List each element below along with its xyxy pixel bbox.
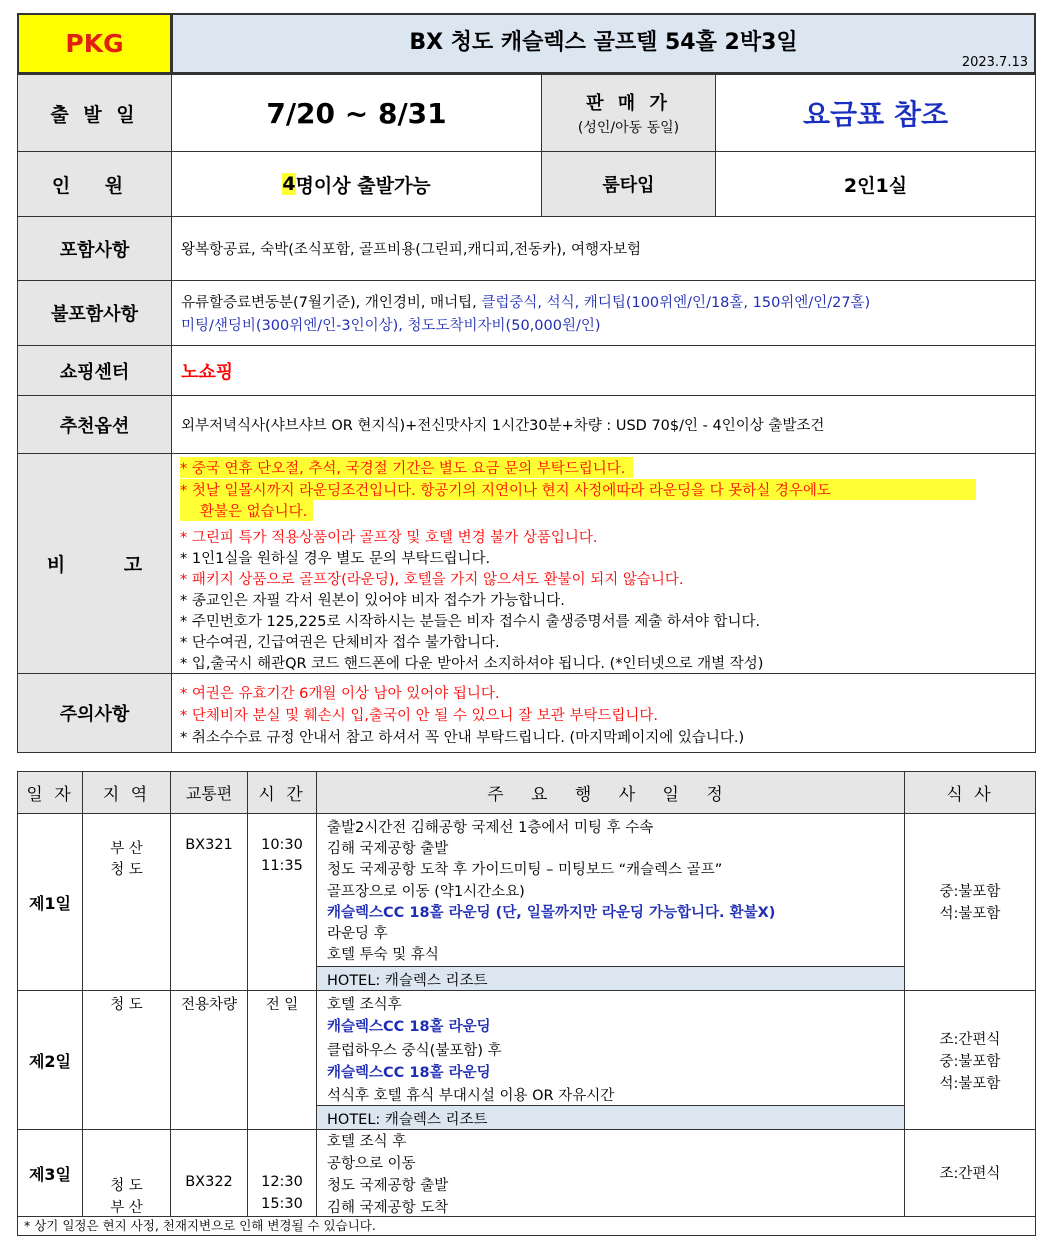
schedule-header-time: 시 간 [247, 771, 317, 814]
price-value: 요금표 참조 [715, 74, 1036, 152]
schedule-footnote: * 상기 일정은 현지 사정, 천재지변으로 인해 변경될 수 있습니다. [17, 1216, 1036, 1236]
day1-region-from: 부 산 [110, 841, 143, 857]
day2-item-5: 석식후 호텔 휴식 부대시설 이용 OR 자유시간 [327, 1088, 615, 1104]
price-label: 판 매 가 [586, 93, 671, 114]
remark-1: * 중국 연휴 단오절, 추석, 국경절 기간은 별도 요금 문의 부탁드립니다. [180, 457, 633, 478]
day1-time-arrive: 11:35 [261, 858, 303, 874]
include-label: 포함사항 [17, 216, 172, 281]
day3-item-1: 호텔 조식 후 [327, 1134, 407, 1150]
day1-region-to: 청 도 [110, 862, 143, 878]
caution-3: * 취소수수료 규정 안내서 참고 하셔서 꼭 안내 부탁드립니다. (마지막페이지에 있습니다.) [180, 730, 745, 746]
page-title: BX 청도 캐슬렉스 골프텔 54홀 2박3일 [409, 30, 798, 55]
caution-1: * 여권은 유효기간 6개월 이상 남아 있어야 됩니다. [180, 686, 500, 702]
day1-item-3: 청도 국제공항 도착 후 가이드미팅 – 미팅보드 “캐슬렉스 골프” [327, 862, 723, 878]
day3-meal-1: 조:간편식 [939, 1166, 1001, 1182]
day3-region-to: 부 산 [110, 1200, 143, 1216]
day3-item-3: 청도 국제공항 출발 [327, 1178, 449, 1194]
day2-label: 제2일 [17, 990, 83, 1130]
day2-item-3: 클럽하우스 중식(불포함) 후 [327, 1043, 502, 1059]
day2-itinerary [316, 990, 905, 1130]
day3-meals [904, 1129, 1036, 1217]
room-label: 룸타입 [541, 151, 716, 217]
day2-hotel-text: HOTEL: 캐슬렉스 리조트 [327, 1112, 488, 1128]
day1-item-1: 출발2시간전 김해공항 국제선 1층에서 미팅 후 수속 [327, 820, 654, 836]
day2-region [82, 990, 171, 1130]
people-number: 4 [282, 173, 296, 195]
shopping-label: 쇼핑센터 [17, 345, 172, 396]
day2-item-2: 캐슬렉스CC 18홀 라운딩 [327, 1019, 491, 1035]
day2-region-name: 청 도 [110, 997, 143, 1013]
day3-flight: BX322 [185, 1174, 233, 1190]
day1-item-2: 김해 국제공항 출발 [327, 841, 449, 857]
schedule-header-meals: 식 사 [904, 771, 1036, 814]
remark-2: * 첫날 일몰시까지 라운딩조건입니다. 항공기의 지연이나 현지 사정에따라 라운딩을 다 못하실 경우에도 [180, 479, 976, 500]
exclude-line-1a: 유류할증료변동분(7월기준), 개인경비, 매너팁, [181, 295, 482, 311]
day1-transport [170, 813, 248, 991]
day2-meal-2: 중:불포함 [939, 1054, 1001, 1070]
day1-label: 제1일 [17, 813, 83, 991]
remark-5: * 패키지 상품으로 골프장(라운딩), 호텔을 가지 않으셔도 환불이 되지 않습니다. [180, 572, 684, 588]
remark-6: * 종교인은 자필 각서 원본이 있어야 비자 접수가 가능합니다. [180, 593, 565, 609]
depart-label: 출 발 일 [17, 74, 172, 152]
day2-transport [170, 990, 248, 1130]
day1-meal-1: 중:불포함 [939, 884, 1001, 900]
day1-time [247, 813, 317, 991]
caution-label: 주의사항 [17, 673, 172, 753]
price-label-cell [541, 74, 716, 152]
remark-2-cont: 환불은 없습니다. [180, 500, 313, 521]
day1-item-4: 골프장으로 이동 (약1시간소요) [327, 884, 525, 900]
day2-time [247, 990, 317, 1130]
day3-time-arrive: 15:30 [261, 1196, 303, 1212]
people-value: 명이상 출발가능 [295, 174, 431, 197]
caution-cell [171, 673, 1036, 753]
option-label: 추천옵션 [17, 395, 172, 454]
exclude-cell [171, 280, 1036, 346]
price-sub: (성인/아동 동일) [577, 120, 680, 136]
remark-4: * 1인1실을 원하실 경우 별도 문의 부탁드립니다. [180, 551, 491, 567]
include-value: 왕복항공료, 숙박(조식포함, 골프비용(그린피,캐디피,전동카), 여행자보험 [171, 216, 1036, 281]
remark-9: * 입,출국시 해관QR 코드 핸드폰에 다운 받아서 소지하셔야 됩니다. (*인터넷으로 개별 작성) [180, 656, 764, 672]
day1-region [82, 813, 171, 991]
day1-time-depart: 10:30 [261, 837, 303, 853]
day1-meal-2: 석:불포함 [939, 906, 1001, 922]
schedule-header-day: 일 자 [17, 771, 83, 814]
caution-2: * 단체비자 분실 및 훼손시 입,출국이 안 될 수 있으니 잘 보관 부탁드립니다. [180, 708, 658, 724]
schedule-header-region: 지 역 [82, 771, 171, 814]
day3-label: 제3일 [17, 1129, 83, 1217]
day1-item-7: 호텔 투숙 및 휴식 [327, 947, 439, 963]
day3-transport [170, 1129, 248, 1217]
people-value-cell [171, 151, 542, 217]
room-value: 2인1실 [715, 151, 1036, 217]
schedule-header-itinerary: 주 요 행 사 일 정 [316, 771, 905, 814]
title-box [171, 13, 1036, 74]
day3-region-from: 청 도 [110, 1178, 143, 1194]
day1-meals [904, 813, 1036, 991]
day1-flight: BX321 [185, 837, 233, 853]
day1-hotel [317, 966, 904, 990]
day3-time [247, 1129, 317, 1217]
day2-meal-1: 조:간편식 [939, 1032, 1001, 1048]
remark-7: * 주민번호가 125,225로 시작하시는 분들은 비자 접수시 출생증명서를 제출 하셔야 합니다. [180, 614, 761, 630]
day3-item-4: 김해 국제공항 도착 [327, 1200, 449, 1216]
remarks-label: 비 고 [17, 453, 172, 674]
exclude-line-1b: 클럽중식, 석식, 캐디팁(100위엔/인/18홀, 150위엔/인/27홀) [481, 295, 871, 311]
day2-time-value: 전 일 [265, 997, 299, 1013]
option-value: 외부저녁식사(샤브샤브 OR 현지식)+전신맛사지 1시간30분+차량 : USD 70$/인 - 4인이상 출발조건 [171, 395, 1036, 454]
day2-meal-3: 석:불포함 [939, 1076, 1001, 1092]
day3-time-depart: 12:30 [261, 1174, 303, 1190]
day1-item-5: 캐슬렉스CC 18홀 라운딩 (단, 일몰까지만 라운딩 가능합니다. 환불X) [327, 905, 776, 921]
day2-hotel [317, 1105, 904, 1129]
day3-item-2: 공항으로 이동 [327, 1156, 416, 1172]
document-date: 2023.7.13 [961, 55, 1028, 70]
remarks-cell [171, 453, 1036, 674]
depart-value: 7/20 ~ 8/31 [171, 74, 542, 152]
day3-itinerary [316, 1129, 905, 1217]
day1-item-6: 라운딩 후 [327, 926, 388, 942]
pkg-badge: PKG [17, 13, 172, 74]
remark-3: * 그린피 특가 적용상품이라 골프장 및 호텔 변경 불가 상품입니다. [180, 530, 598, 546]
exclude-label: 불포함사항 [17, 280, 172, 346]
exclude-line-2: 미팅/샌딩비(300위엔/인-3인이상), 청도도착비자비(50,000원/인) [181, 318, 601, 334]
exclude-line-1 [181, 291, 870, 312]
day2-item-1: 호텔 조식후 [327, 997, 402, 1013]
day1-hotel-text: HOTEL: 캐슬렉스 리조트 [327, 973, 488, 989]
day1-itinerary [316, 813, 905, 991]
day2-vehicle: 전용차량 [180, 997, 238, 1013]
day2-meals [904, 990, 1036, 1130]
day3-region [82, 1129, 171, 1217]
day2-item-4: 캐슬렉스CC 18홀 라운딩 [327, 1065, 491, 1081]
people-label: 인 원 [17, 151, 172, 217]
shopping-value: 노쇼핑 [171, 345, 1036, 396]
remark-8: * 단수여권, 긴급여권은 단체비자 접수 불가합니다. [180, 635, 500, 651]
schedule-header-transport: 교통편 [170, 771, 248, 814]
